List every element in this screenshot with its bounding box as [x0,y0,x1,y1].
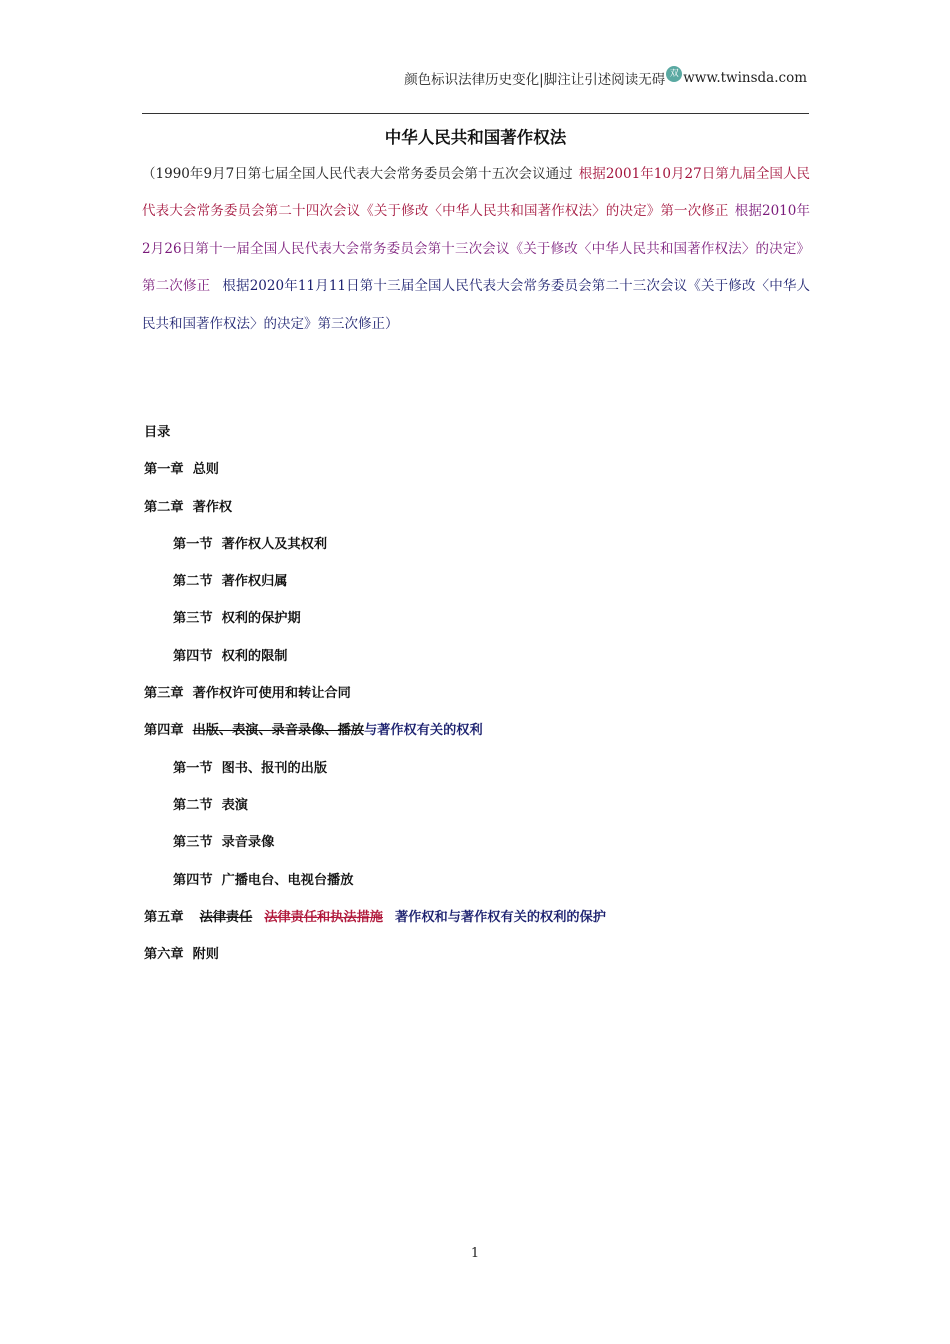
added-text: 与著作权有关的权利 [364,723,483,739]
toc-chapter-4-section-2[interactable]: 第二节 表演 [173,797,248,813]
toc-chapter-2-section-1[interactable]: 第一节 著作权人及其权利 [173,536,328,552]
page-number: 1 [470,1246,480,1261]
page-header [0,68,807,88]
toc-chapter-4[interactable]: 第四章 出版、表演、录音录像、播放与著作权有关的权利 [144,723,483,739]
toc-chapter-2-section-2[interactable]: 第二节 著作权归属 [173,574,288,590]
toc-chapter-1[interactable]: 第一章 总则 [144,462,219,478]
toc-chapter-6[interactable]: 第六章 附则 [144,947,219,963]
added-text: 著作权和与著作权有关的权利的保护 [395,909,606,925]
toc-chapter-4-section-1[interactable]: 第一节 图书、报刊的出版 [173,760,328,776]
header-divider [142,113,809,114]
header-site-link[interactable]: www.twinsda.com [683,70,807,86]
deleted-text: 出版、表演、录音录像、播放 [192,723,364,739]
preamble-revision-2001: 根据2001年10月27日第九届全国人民代表大会常务委员会第二十四次会议《关于修改〈中华人民共和国著作权法〉的决定》第一次修正 [142,166,810,220]
toc-chapter-4-section-3[interactable]: 第三节 录音录像 [173,835,275,851]
toc-heading: 目录 [144,425,171,440]
preamble [142,156,810,343]
deleted-text-2001: 法律责任 [199,909,253,925]
header-tagline: 颜色标识法律历史变化|脚注让引述阅读无碍 [404,72,666,88]
site-logo-icon: 双 [666,66,682,82]
preamble-revision-2020: 根据2020年11月11日第十三届全国人民代表大会常务委员会第二十三次会议《关于修改〈中华人民共和国著作权法〉的决定》第三次修正） [142,278,811,332]
toc-chapter-3[interactable]: 第三章 著作权许可使用和转让合同 [144,686,351,702]
preamble-enactment: （1990年9月7日第七届全国人民代表大会常务委员会第十五次会议通过 [142,166,573,182]
page-title: 中华人民共和国著作权法 [384,128,567,147]
table-of-contents [144,414,804,973]
preamble-revision-2010: 根据2010年2月26日第十一届全国人民代表大会常务委员会第十三次会议《关于修改〈中华人民共和国著作权法〉的决定》第二次修正 [142,203,811,295]
toc-chapter-2[interactable]: 第二章 著作权 [144,499,233,515]
toc-chapter-4-section-4[interactable]: 第四节 广播电台、电视台播放 [173,872,354,888]
toc-chapter-2-section-4[interactable]: 第四节 权利的限制 [173,648,288,664]
deleted-text-2010: 法律责任和执法措施 [264,909,383,925]
toc-chapter-2-section-3[interactable]: 第三节 权利的保护期 [173,611,301,627]
toc-chapter-5[interactable]: 第五章 法律责任 法律责任和执法措施 著作权和与著作权有关的权利的保护 [144,909,606,925]
